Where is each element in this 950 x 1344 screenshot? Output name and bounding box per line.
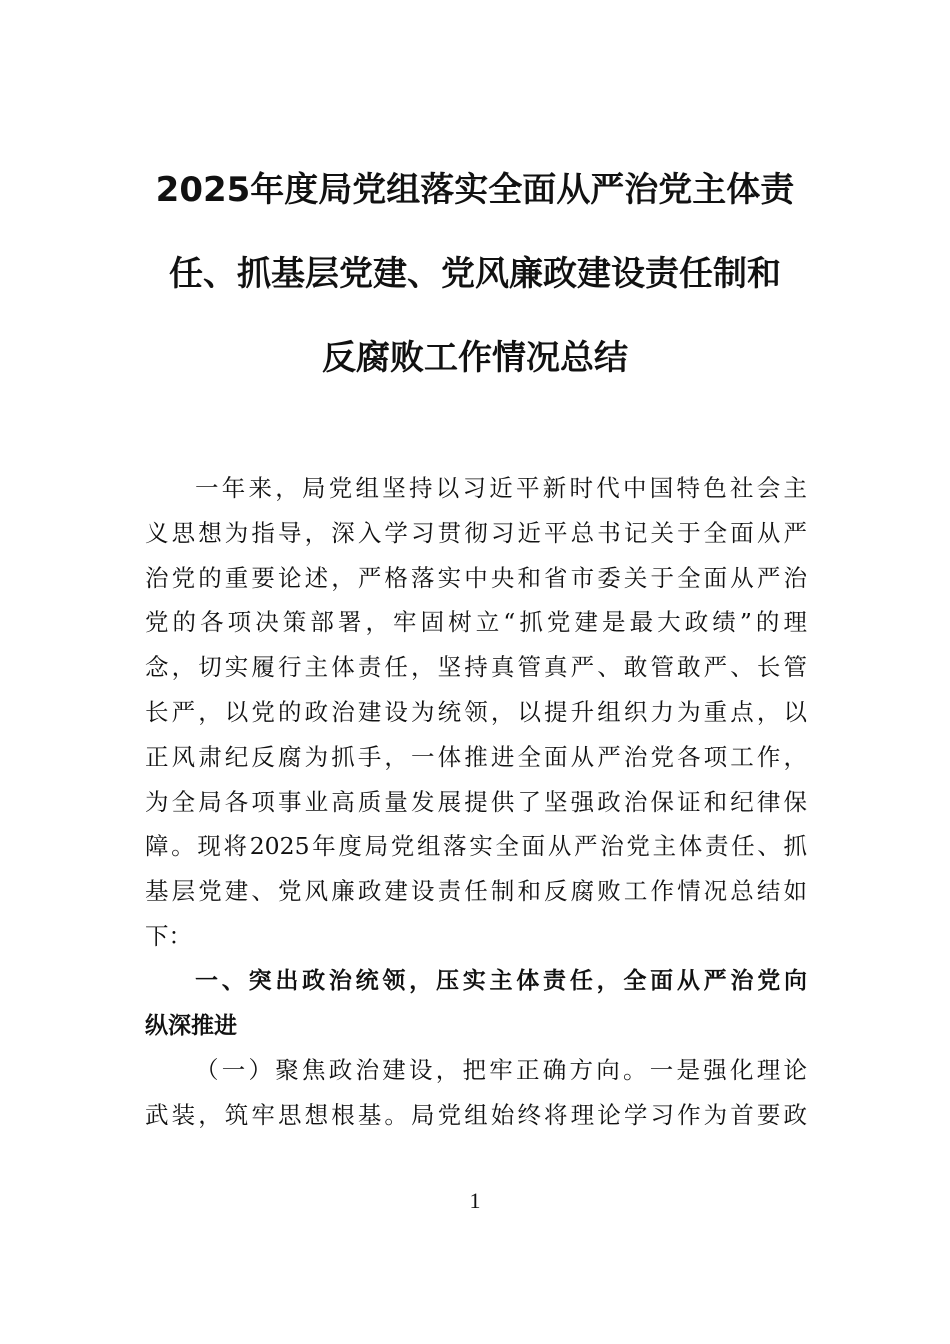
page-number: 1	[469, 1188, 481, 1213]
text-line: 下：	[145, 921, 192, 950]
text-line: 基层党建、党风廉政建设责任制和反腐败工作情况总结如	[145, 877, 807, 906]
title-line: 任、抓基层党建、党风廉政建设责任制和	[169, 254, 781, 294]
subsection-paragraph	[145, 1048, 807, 1138]
text-line: 障。现将2025年度局党组落实全面从严治党主体责任、抓	[145, 832, 807, 861]
section-heading-1	[145, 959, 807, 1049]
heading-line: 一、突出政治统领，压实主体责任，全面从严治党向	[195, 967, 807, 994]
text-line: 治党的重要论述，严格落实中央和省市委关于全面从严治	[145, 563, 807, 592]
intro-paragraph	[145, 466, 807, 959]
document-title	[140, 165, 810, 417]
heading-line: 纵深推进	[145, 1012, 237, 1039]
text-line: 一年来，局党组坚持以习近平新时代中国特色社会主	[195, 474, 807, 502]
text-line: 念，切实履行主体责任，坚持真管真严、敢管敢严、长管	[145, 653, 807, 682]
document-body	[145, 466, 807, 1138]
text-line: 正风肃纪反腐为抓手，一体推进全面从严治党各项工作，	[145, 742, 807, 771]
text-line: （一）聚焦政治建设，把牢正确方向。一是强化理论	[195, 1056, 807, 1085]
text-line: 党的各项决策部署，牢固树立“抓党建是最大政绩”的理	[145, 608, 807, 637]
text-line: 武装，筑牢思想根基。局党组始终将理论学习作为首要政	[145, 1101, 807, 1130]
title-line: 反腐败工作情况总结	[322, 338, 628, 378]
text-line: 长严，以党的政治建设为统领，以提升组织力为重点，以	[145, 697, 807, 726]
text-line: 为全局各项事业高质量发展提供了坚强政治保证和纪律保	[145, 787, 807, 816]
text-line: 义思想为指导，深入学习贯彻习近平总书记关于全面从严	[145, 518, 807, 547]
title-line: 2025年度局党组落实全面从严治党主体责	[155, 170, 795, 210]
